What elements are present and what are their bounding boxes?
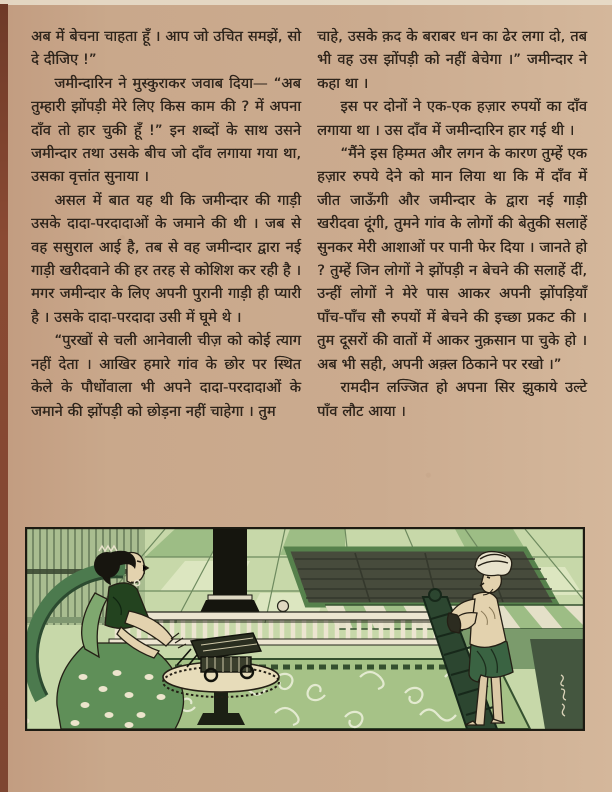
right-column — [317, 25, 587, 423]
paragraph: असल में बात यह थी कि जमीन्दार की गाड़ी उसके दादा-परदादाओं के जमाने की थी । जब से वह ससुराल आई है, तब से वह जमीन्दार द्वारा नई गाड़ी खरीदवाने की हर तरह से कोशिश कर रही है । मगर जमीन्दार के लिए अपनी पुरानी गाड़ी ही प्यारी है । उसके दादा-परदादा उसी में घूमे थे । — [31, 191, 301, 326]
paragraph: जमीन्दारिन ने मुस्कुराकर जवाब दिया— “अब तुम्हारी झोंपड़ी मेरे लिए किस काम की ? में अपना दाँव तो हार चुकी हूँ !” इन शब्दों के साथ उसने जमीन्दार तथा उसके बीच जो दाँव लगाया गया था, उसका वृत्तांत सुनाया । — [31, 74, 301, 186]
illustration-image — [25, 527, 585, 731]
book-spine-edge — [0, 4, 8, 792]
paragraph: रामदीन लज्जित हो अपना सिर झुकाये उल्टे पाँव लौट आया । — [317, 379, 587, 420]
story-text-block — [31, 25, 587, 423]
paragraph: इस पर दोनों ने एक-एक हज़ार रुपयों का दाँव लगाया था । उस दाँव में जमीन्दारिन हार गई थी । — [317, 98, 587, 139]
paragraph: “पुरखों से चली आनेवाली चीज़ को कोई त्याग नहीं देता । आखिर हमारे गांव के छोर पर स्थित केले के पौधोंवाला भी अपने दादा-परदादाओं के जमाने की झोंपड़ी को छोड़ना नहीं चाहेगा । तुम — [31, 332, 301, 420]
left-column — [31, 25, 301, 423]
story-illustration — [25, 527, 585, 731]
paragraph: अब में बेचना चाहता हूँ । आप जो उचित समझें, सो दे दीजिए !” — [31, 28, 301, 69]
paragraph: “मैंने इस हिम्मत और लगन के कारण तुम्हें एक हज़ार रुपये देने को मान लिया था कि में दाँव में जीत जाऊँगी और जमीन्दार के द्वारा नई गाड़ी खरीदवा दूंगी, तुमने गांव के लोगों की बेतुकी सलाहें सुनकर मेरी आशाओं पर पानी फेर दिया । जानते हो ? तुम्हें जिन लोगों ने झोंपड़ी न बेचने की सलाहें दीं, उन्हीं लोगों ने मेरे पास आकर अपनी झोंपड़ियाँ पाँच-पाँच सौ रुपयों में बेचने की इच्छा प्रकट की । तुम दूसरों की वातों में आकर नुक़सान पा चुके हो । अब भी सही, अपनी अक़्ल ठिकाने पर रखो ।” — [317, 145, 587, 373]
page-top-edge — [0, 0, 612, 5]
paragraph: चाहे, उसके क़द के बराबर धन का ढेर लगा दो, तब भी वह उस झोंपड़ी को नहीं बेचेगा ।” जमीन्दार ने कहा था । — [317, 28, 587, 92]
